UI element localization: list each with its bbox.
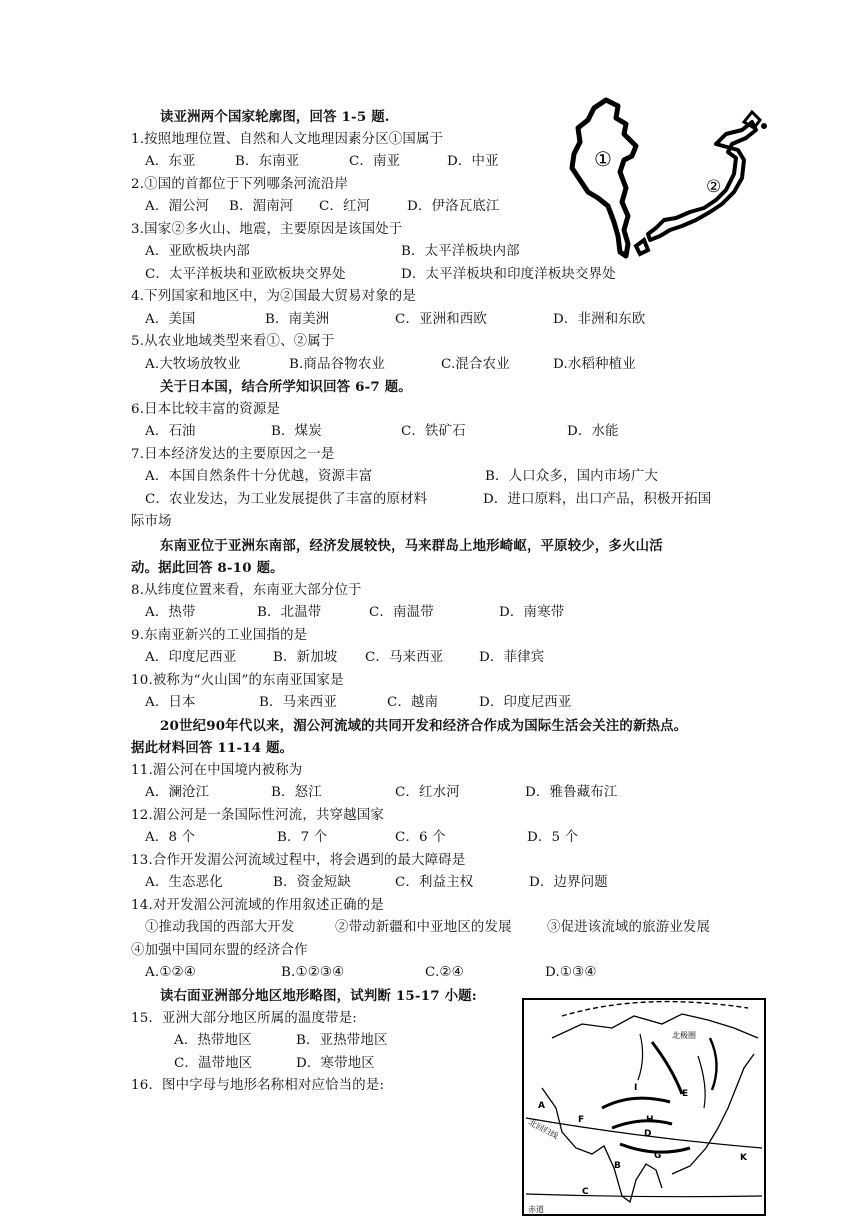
section-intro-8-10-line1: 东南亚位于亚洲东南部，经济发展较快，马来群岛上地形崎岖，平原较少，多火山活 <box>160 538 663 554</box>
q3-option-a: A．亚欧板块内部 <box>145 244 251 259</box>
question-11-stem: 11.湄公河在中国境内被称为 <box>131 763 303 778</box>
q13-option-a: A．生态恶化 <box>145 875 223 890</box>
q15-option-d: D．寒带地区 <box>296 1056 375 1071</box>
q5-option-b: B.商品谷物农业 <box>289 357 386 372</box>
question-8-stem: 8.从纬度位置来看，东南亚大部分位于 <box>131 583 362 598</box>
q14-item-4: ④加强中国同东盟的经济合作 <box>131 943 308 958</box>
q7-option-b: B．人口众多，国内市场广大 <box>485 469 659 484</box>
q3-option-c: C．太平洋板块和亚欧板块交界处 <box>145 267 346 282</box>
letter-g: G <box>654 1151 662 1161</box>
q15-option-a: A．热带地区 <box>174 1033 252 1048</box>
q14-option-b: B.①②③④ <box>281 965 345 980</box>
section-intro-11-14-line2: 据此材料回答 11-14 题。 <box>131 740 294 756</box>
q5-option-a: A.大牧场放牧业 <box>145 357 241 372</box>
q3-option-b: B．太平洋板块内部 <box>401 244 520 259</box>
q10-option-a: A．日本 <box>145 695 196 710</box>
letter-a: A <box>538 1101 545 1111</box>
question-7-option-d-continued: 际市场 <box>131 514 172 529</box>
letter-k: K <box>740 1153 747 1163</box>
letter-h: H <box>646 1115 654 1125</box>
q14-option-a: A.①②④ <box>145 965 196 980</box>
two-country-outline-map <box>566 94 776 262</box>
q2-option-a: A．湄公河 <box>145 199 210 214</box>
q13-option-c: C．利益主权 <box>395 875 474 890</box>
question-10-stem: 10.被称为“火山国”的东南亚国家是 <box>131 673 344 688</box>
q10-option-b: B．马来西亚 <box>259 695 337 710</box>
q11-option-c: C．红水河 <box>395 785 460 800</box>
question-14-stem: 14.对开发湄公河流域的作用叙述正确的是 <box>131 898 384 913</box>
question-12-stem: 12.湄公河是一条国际性河流，共穿越国家 <box>131 808 384 823</box>
q1-option-b: B．东南亚 <box>235 154 300 169</box>
q8-option-a: A．热带 <box>145 605 196 620</box>
q8-option-d: D．南寒带 <box>499 605 565 620</box>
letter-i: I <box>634 1083 638 1093</box>
q13-option-d: D．边界问题 <box>529 875 608 890</box>
q12-option-c: C．6 个 <box>395 830 446 845</box>
q7-option-c: C．农业发达，为工业发展提供了丰富的原材料 <box>145 492 428 507</box>
question-13-stem: 13.合作开发湄公河流域过程中，将会遇到的最大障碍是 <box>131 853 466 868</box>
q15-option-c: C．温带地区 <box>174 1056 253 1071</box>
section-intro-1-5: 读亚洲两个国家轮廓图，回答 1-5 题. <box>160 109 390 125</box>
question-16-stem: 16．图中字母与地形名称相对应恰当的是: <box>131 1078 385 1093</box>
q8-option-c: C．南温带 <box>369 605 434 620</box>
q7-option-d: D．进口原料，出口产品，积极开拓国 <box>483 492 712 507</box>
q9-option-b: B．新加坡 <box>273 650 338 665</box>
asia-terrain-map <box>522 998 766 1216</box>
q14-item-1: ①推动我国的西部大开发 <box>145 920 295 935</box>
letter-b: B <box>614 1161 621 1171</box>
country-1-outline <box>572 100 636 256</box>
letter-c: C <box>582 1187 589 1197</box>
arctic-circle-label: 北极圈 <box>672 1031 696 1040</box>
q4-option-b: B．南美洲 <box>265 312 330 327</box>
country-2-outline <box>648 122 756 240</box>
q13-option-b: B．资金短缺 <box>273 875 351 890</box>
q11-option-a: A．澜沧江 <box>145 785 210 800</box>
q14-option-c: C.②④ <box>425 965 464 980</box>
q12-option-b: B．7 个 <box>277 830 328 845</box>
q8-option-b: B．北温带 <box>257 605 322 620</box>
q3-option-d: D．太平洋板块和印度洋板块交界处 <box>401 267 616 282</box>
q11-option-b: B．怒江 <box>271 785 322 800</box>
question-9-stem: 9.东南亚新兴的工业国指的是 <box>131 628 308 643</box>
question-5-stem: 5.从农业地域类型来看①、②属于 <box>131 334 335 349</box>
q4-option-a: A．美国 <box>145 312 196 327</box>
letter-e: E <box>682 1089 689 1099</box>
section-intro-15-17: 读右面亚洲部分地区地形略图，试判断 15-17 小题: <box>160 988 477 1004</box>
letter-d: D <box>644 1129 652 1139</box>
question-15-stem: 15．亚洲大部分地区所属的温度带是: <box>131 1011 358 1026</box>
section-intro-11-14-line1: 20世纪90年代以来，湄公河流域的共同开发和经济合作成为国际生活会关注的新热点。 <box>160 718 688 734</box>
q6-option-b: B．煤炭 <box>271 424 322 439</box>
equator-label: 赤道 <box>528 1205 544 1214</box>
q9-option-c: C．马来西亚 <box>365 650 444 665</box>
question-1-stem: 1.按照地理位置、自然和人文地理因素分区①国属于 <box>131 132 444 147</box>
question-3-stem: 3.国家②多火山、地震，主要原因是该国处于 <box>131 222 403 237</box>
q2-option-c: C．红河 <box>319 199 371 214</box>
q4-option-d: D．非洲和东欧 <box>553 312 646 327</box>
question-4-stem: 4.下列国家和地区中，为②国最大贸易对象的是 <box>131 289 416 304</box>
q9-option-a: A．印度尼西亚 <box>145 650 237 665</box>
section-intro-8-10-line2: 动。据此回答 8-10 题。 <box>131 560 284 576</box>
islet-mark <box>761 123 767 129</box>
question-7-stem: 7.日本经济发达的主要原因之一是 <box>131 447 335 462</box>
letter-f: F <box>578 1115 585 1125</box>
q14-item-3: ③促进该流域的旅游业发展 <box>547 920 711 935</box>
q6-option-c: C．铁矿石 <box>401 424 466 439</box>
q1-option-c: C．南亚 <box>349 154 401 169</box>
question-6-stem: 6.日本比较丰富的资源是 <box>131 402 281 417</box>
q1-option-d: D．中亚 <box>447 154 499 169</box>
q2-option-b: B．湄南河 <box>229 199 294 214</box>
q14-item-2: ②带动新疆和中亚地区的发展 <box>335 920 512 935</box>
q14-option-d: D.①③④ <box>545 965 597 980</box>
question-2-stem: 2.①国的首都位于下列哪条河流沿岸 <box>131 177 349 192</box>
q10-option-d: D．印度尼西亚 <box>479 695 572 710</box>
q10-option-c: C．越南 <box>387 695 439 710</box>
q15-option-b: B．亚热带地区 <box>296 1033 388 1048</box>
q6-option-a: A．石油 <box>145 424 196 439</box>
country-1-label: ① <box>594 147 612 171</box>
country-2-label: ② <box>706 177 722 197</box>
q1-option-a: A．东亚 <box>145 154 196 169</box>
q11-option-d: D．雅鲁藏布江 <box>525 785 618 800</box>
tropic-label: 北回归线 <box>527 1117 560 1141</box>
section-intro-6-7: 关于日本国，结合所学知识回答 6-7 题。 <box>160 379 412 395</box>
q7-option-a: A．本国自然条件十分优越，资源丰富 <box>145 469 373 484</box>
q12-option-a: A．8 个 <box>145 830 196 845</box>
q4-option-c: C．亚洲和西欧 <box>395 312 487 327</box>
q5-option-d: D.水稻种植业 <box>553 357 636 372</box>
country-2-southwest-island <box>636 240 648 254</box>
q6-option-d: D．水能 <box>567 424 619 439</box>
q5-option-c: C.混合农业 <box>441 357 510 372</box>
q2-option-d: D．伊洛瓦底江 <box>407 199 500 214</box>
q12-option-d: D．5 个 <box>527 830 579 845</box>
q9-option-d: D．菲律宾 <box>479 650 545 665</box>
